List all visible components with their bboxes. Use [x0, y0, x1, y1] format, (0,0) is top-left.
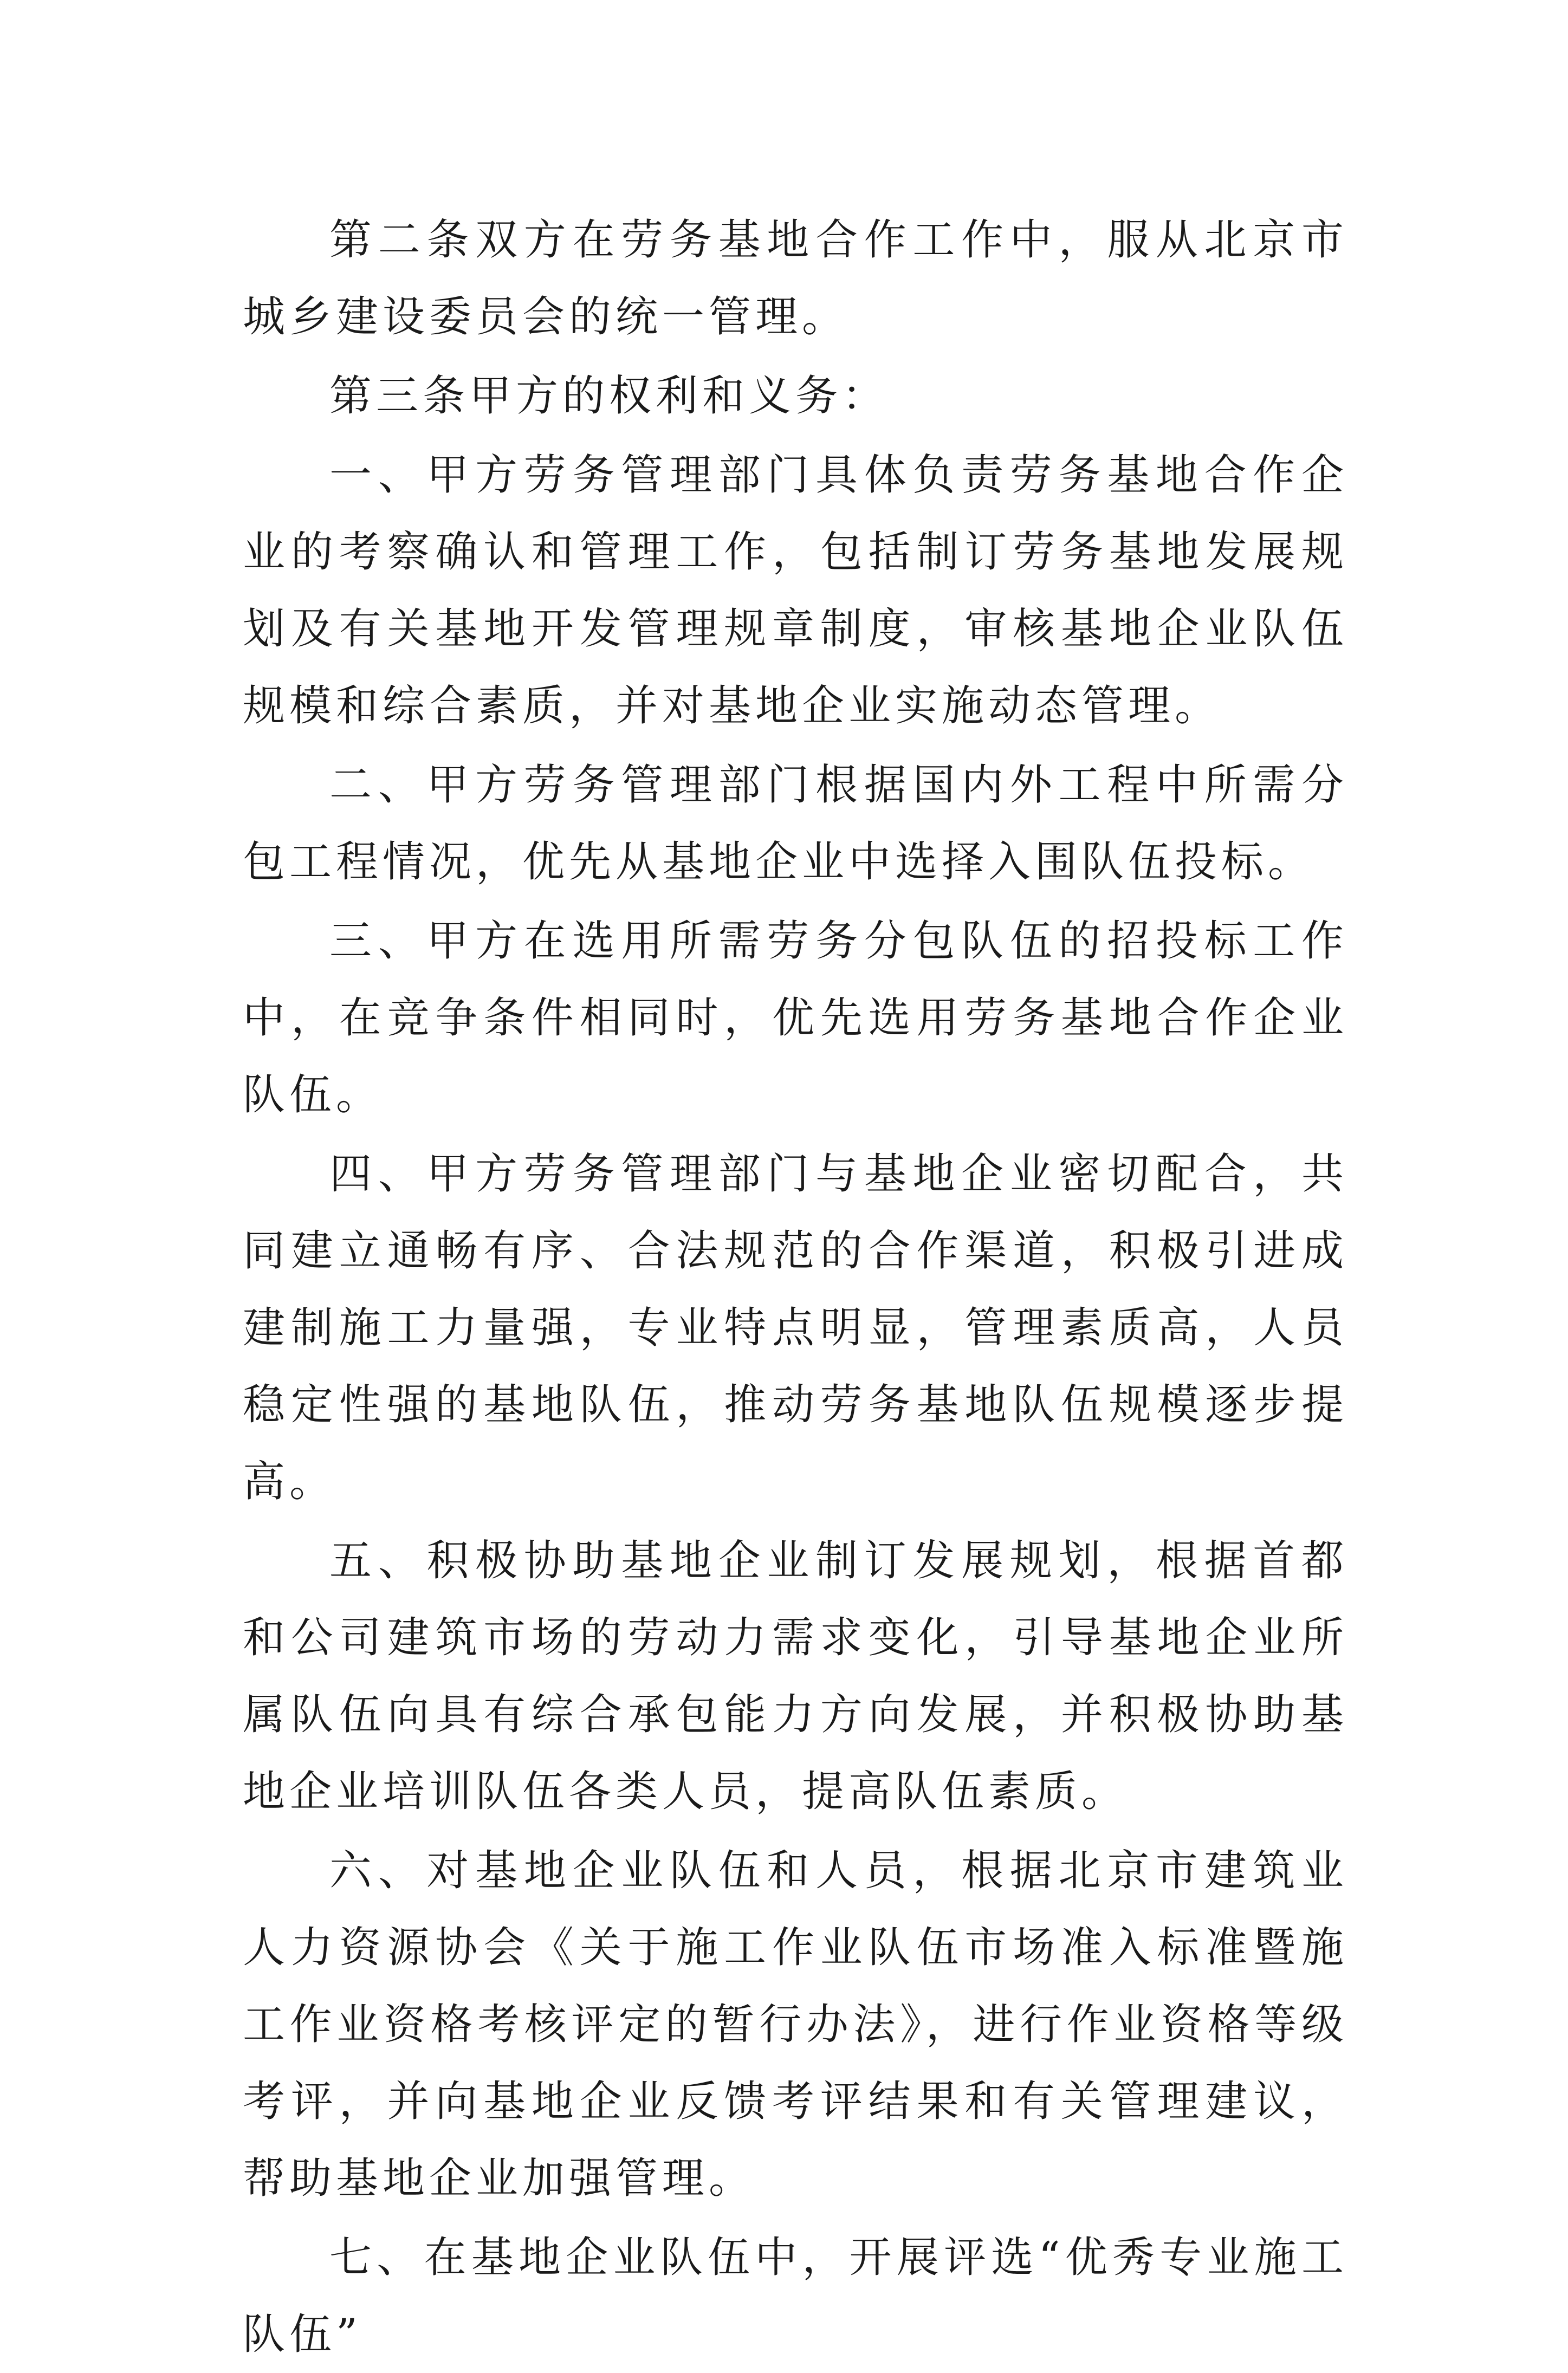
paragraph-item-7: 七、在基地企业队伍中，开展评选“优秀专业施工队伍” [243, 2233, 1348, 2359]
paragraph-article-2: 第二条双方在劳务基地合作工作中，服从北京市城乡建设委员会的统一管理。 [243, 216, 1348, 341]
paragraph-item-6: 六、对基地企业队伍和人员，根据北京市建筑业人力资源协会《关于施工作业队伍市场准入标准暨施工作业资格考核评定的暂行办法》，进行作业资格等级考评，并向基地企业反馈考评结果和有关管理建议，帮助基地企业加强管理。 [243, 1846, 1348, 2203]
document-body [243, 202, 1348, 2373]
paragraph-item-3: 三、甲方在选用所需劳务分包队伍的招投标工作中，在竞争条件相同时，优先选用劳务基地合作企业队伍。 [243, 917, 1348, 1119]
paragraph-item-5: 五、积极协助基地企业制订发展规划，根据首都和公司建筑市场的劳动力需求变化，引导基地企业所属队伍向具有综合承包能力方向发展，并积极协助基地企业培训队伍各类人员，提高队伍素质。 [243, 1536, 1348, 1816]
paragraph-item-2: 二、甲方劳务管理部门根据国内外工程中所需分包工程情况，优先从基地企业中选择入围队伍投标。 [243, 761, 1348, 886]
paragraph-item-4: 四、甲方劳务管理部门与基地企业密切配合，共同建立通畅有序、合法规范的合作渠道，积极引进成建制施工力量强，专业特点明显，管理素质高，人员稳定性强的基地队伍，推动劳务基地队伍规模逐步提高。 [243, 1150, 1348, 1506]
paragraph-item-1: 一、甲方劳务管理部门具体负责劳务基地合作企业的考察确认和管理工作，包括制订劳务基地发展规划及有关基地开发管理规章制度，审核基地企业队伍规模和综合素质，并对基地企业实施动态管理。 [243, 451, 1348, 730]
paragraph-article-3-heading: 第三条甲方的权利和义务： [329, 372, 889, 420]
